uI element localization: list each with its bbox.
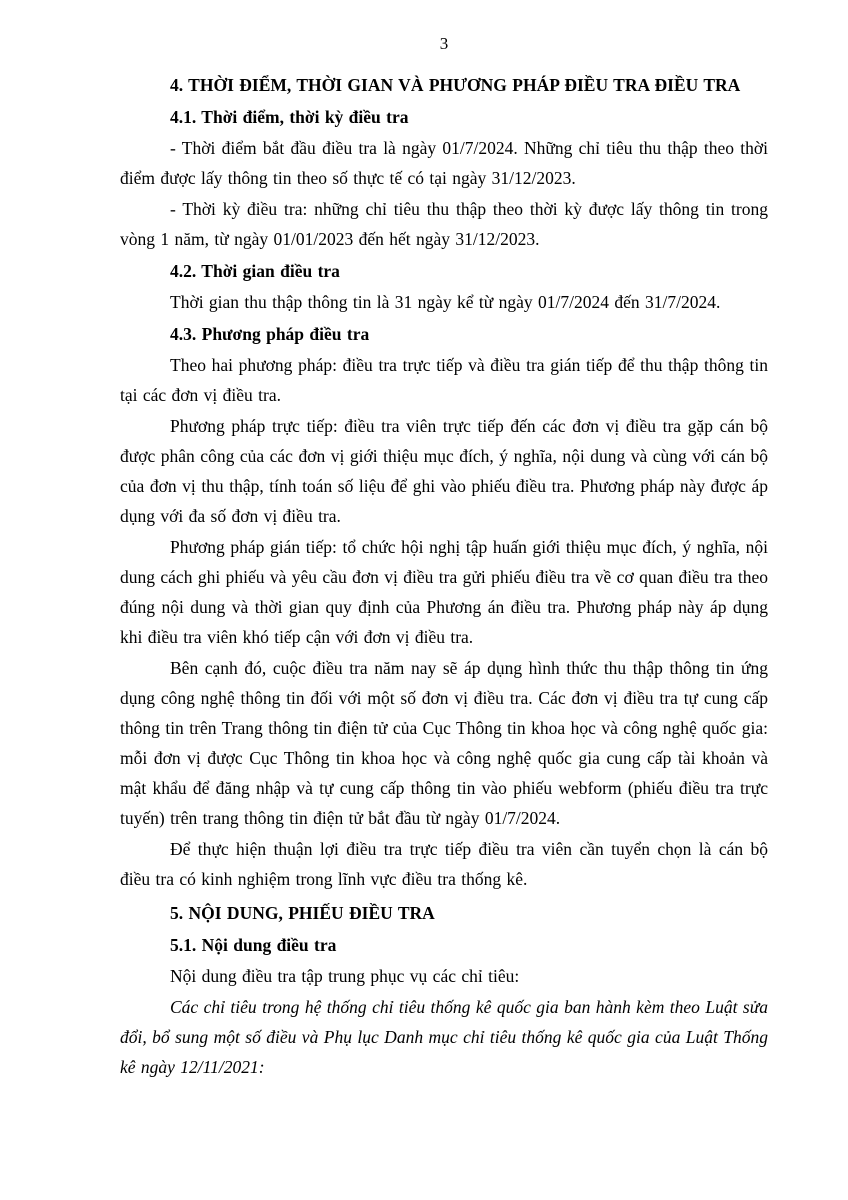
paragraph-surveyor-selection: Để thực hiện thuận lợi điều tra trực tiếp điều tra viên cần tuyển chọn là cán bộ điều tra có kinh nghiệm trong lĩnh vực điều tra thống kê. xyxy=(120,839,768,889)
section-heading-4: 4. THỜI ĐIỂM, THỜI GIAN VÀ PHƯƠNG PHÁP ĐIỀU TRA ĐIỀU TRA xyxy=(170,75,741,95)
paragraph-two-methods: Theo hai phương pháp: điều tra trực tiếp và điều tra gián tiếp để thu thập thông tin tại các đơn vị điều tra. xyxy=(120,355,768,405)
section-heading-5: 5. NỘI DUNG, PHIẾU ĐIỀU TRA xyxy=(170,903,435,923)
subsection-heading-4-2: 4.2. Thời gian điều tra xyxy=(170,261,340,281)
paragraph-webform-method: Bên cạnh đó, cuộc điều tra năm nay sẽ áp dụng hình thức thu thập thông tin ứng dụng công nghệ thông tin đối với một số đơn vị điều tra. Các đơn vị điều tra tự cung cấp thông tin trên Trang thông tin điện tử của Cục Thông tin khoa học và công nghệ quốc gia: mỗi đơn vị được Cục Thông tin khoa học và công nghệ quốc gia cung cấp tài khoản và mật khẩu để đăng nhập và tự cung cấp thông tin vào phiếu webform (phiếu điều tra trực tuyến) trên trang thông tin điện tử bắt đầu từ ngày 01/7/2024. xyxy=(120,658,768,828)
paragraph-direct-method: Phương pháp trực tiếp: điều tra viên trực tiếp đến các đơn vị điều tra gặp cán bộ được phân công của các đơn vị giới thiệu mục đích, ý nghĩa, nội dung và cùng với cán bộ của đơn vị thu thập, tính toán số liệu để ghi vào phiếu điều tra. Phương pháp này được áp dụng với đa số đơn vị điều tra. xyxy=(120,416,768,526)
subsection-heading-4-3: 4.3. Phương pháp điều tra xyxy=(170,324,370,344)
paragraph-content-intro: Nội dung điều tra tập trung phục vụ các chỉ tiêu: xyxy=(170,966,520,986)
subsection-heading-5-1: 5.1. Nội dung điều tra xyxy=(170,935,337,955)
paragraph-indicator-law: Các chỉ tiêu trong hệ thống chỉ tiêu thống kê quốc gia ban hành kèm theo Luật sửa đổi, bổ sung một số điều và Phụ lục Danh mục chỉ tiêu thống kê quốc gia của Luật Thống kê ngày 12/11/2021: xyxy=(120,997,768,1077)
page-number: 3 xyxy=(439,34,449,53)
paragraph-collection-time: Thời gian thu thập thông tin là 31 ngày kể từ ngày 01/7/2024 đến 31/7/2024. xyxy=(170,292,721,312)
paragraph-survey-period: - Thời kỳ điều tra: những chỉ tiêu thu thập theo thời kỳ được lấy thông tin trong vòng 1 năm, từ ngày 01/01/2023 đến hết ngày 31/12/2023. xyxy=(120,199,768,249)
paragraph-indirect-method: Phương pháp gián tiếp: tổ chức hội nghị tập huấn giới thiệu mục đích, ý nghĩa, nội dung cách ghi phiếu và yêu cầu đơn vị điều tra gửi phiếu điều tra về cơ quan điều tra theo đúng nội dung và thời gian quy định của Phương án điều tra. Phương pháp này áp dụng khi điều tra viên khó tiếp cận với đơn vị điều tra. xyxy=(120,537,768,647)
subsection-heading-4-1: 4.1. Thời điểm, thời kỳ điều tra xyxy=(170,107,409,127)
paragraph-survey-start-date: - Thời điểm bắt đầu điều tra là ngày 01/7/2024. Những chỉ tiêu thu thập theo thời điểm được lấy thông tin theo số thực tế có tại ngày 31/12/2023. xyxy=(120,138,768,188)
